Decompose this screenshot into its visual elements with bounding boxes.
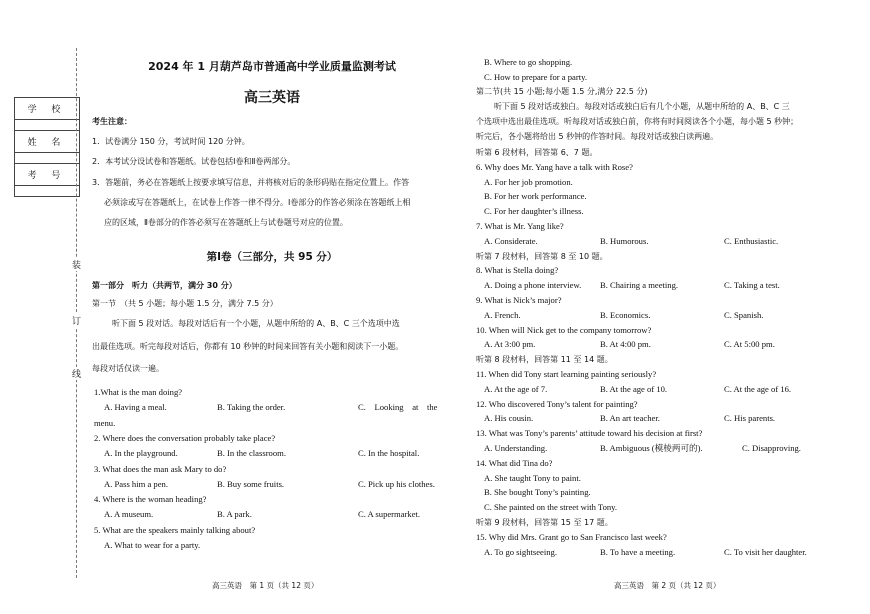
question-stem: 6. Why does Mr. Yang have a talk with Rose? (476, 161, 633, 172)
name-label: 姓 名 (15, 131, 79, 153)
option: A. Having a meal. (104, 402, 167, 413)
instruction-line: 每段对话仅读一遍。 (92, 364, 164, 373)
question-stem: 8. What is Stella doing? (476, 265, 559, 276)
option: C. Disapproving. (742, 443, 801, 453)
notes-item: 3．答题前，务必在答题纸上按要求填写信息，并将核对后的条形码贴在指定位置上。作答 (92, 178, 410, 187)
question-stem: 11. When did Tony start learning painting seriously? (476, 369, 657, 379)
name-blank (15, 153, 79, 164)
option: C. At the age of 16. (724, 383, 792, 394)
instruction-line: 出最佳选项。听完每段对话后，你都有 10 秒钟的时间来回答有关小题和阅读下一小题。 (92, 342, 404, 351)
exam-title: 2024 年 1 月葫芦岛市普通高中学业质量监测考试 (148, 60, 396, 73)
option: A. At the age of 7. (484, 383, 548, 394)
question-stem: 15. Why did Mrs. Grant go to San Francisco last week? (476, 531, 667, 542)
question-stem: 4. Where is the woman heading? (94, 494, 207, 505)
option: B. An art teacher. (600, 413, 660, 424)
option: C. How to prepare for a party. (484, 72, 588, 82)
option: A. For her job promotion. (484, 176, 573, 187)
question-stem: 3. What does the man ask Mary to do? (94, 463, 227, 474)
option: A. She taught Tony to paint. (484, 472, 581, 483)
school-label: 学 校 (15, 98, 79, 120)
section1-title: 第一节 （共 5 小题；每小题 1.5 分，满分 7.5 分） (92, 299, 278, 308)
fold-mark-xian: 线 (72, 367, 81, 380)
option: B. Chairing a meeting. (600, 280, 679, 291)
option: A. In the playground. (104, 448, 178, 459)
listening-prompt: 听第 8 段材料，回答第 11 至 14 题。 (476, 355, 613, 365)
option: C. Taking a test. (724, 280, 780, 291)
school-blank (15, 120, 79, 131)
option: A. What to wear for a party. (104, 540, 201, 550)
option: B. To have a meeting. (600, 546, 676, 557)
option: A. Doing a phone interview. (484, 280, 582, 291)
question-stem: 10. When will Nick get to the company tomorrow? (476, 324, 652, 335)
subject-title: 高三英语 (244, 90, 300, 106)
option: B. At the age of 10. (600, 383, 668, 394)
option-continuation: menu. (94, 417, 116, 428)
option: C. Pick up his clothes. (358, 478, 435, 489)
option: C. At 5:00 pm. (724, 339, 775, 350)
option: C. His parents. (724, 413, 776, 424)
instruction-line: 个选项中选出最佳选项。听每段对话或独白前，你将有时间阅读各个小题，每小题 5 秒钟； (476, 117, 799, 126)
option: A. At 3:00 pm. (484, 339, 536, 350)
option: C. Spanish. (724, 309, 764, 320)
option: C. To visit her daughter. (724, 546, 807, 557)
exam-number-blank (15, 186, 79, 196)
binding-line (76, 48, 77, 578)
option: B. Buy some fruits. (217, 478, 285, 489)
section2-title: 第二节(共 15 小题;每小题 1.5 分,满分 22.5 分) (476, 87, 648, 96)
option: A. A museum. (104, 509, 154, 520)
notes-item: 1．试卷满分 150 分，考试时间 120 分钟。 (92, 137, 250, 146)
question-stem: 2. Where does the conversation probably take place? (94, 432, 276, 443)
question-stem: 12. Who discovered Tony’s talent for painting? (476, 398, 638, 409)
option: B. In the classroom. (217, 448, 286, 459)
listening-prompt: 听第 7 段材料，回答第 8 至 10 题。 (476, 251, 608, 261)
question-stem: 14. What did Tina do? (476, 457, 553, 468)
notes-item: 2．本考试分设试卷和答题纸。试卷包括Ⅰ卷和Ⅱ卷两部分。 (92, 157, 296, 166)
student-info-box (14, 97, 80, 197)
volume-title: 第Ⅰ卷（三部分，共 95 分） (206, 251, 338, 263)
option: B. She bought Tony’s painting. (484, 487, 591, 498)
instruction-line: 听完后，各小题将给出 5 秒钟的作答时间。每段对话或独白读两遍。 (476, 132, 719, 141)
option: A. His cousin. (484, 413, 534, 424)
option: A. Pass him a pen. (104, 478, 168, 489)
option: B. For her work performance. (484, 191, 587, 202)
notes-heading: 考生注意： (92, 117, 132, 126)
instruction-line: 听下面 5 段对话或独白。每段对话或独白后有几个小题，从题中所给的 A、B、C 三 (494, 102, 790, 111)
option: B. Humorous. (600, 235, 649, 246)
option: C. Looking at the (358, 402, 438, 413)
option: C. She painted on the street with Tony. (484, 502, 618, 513)
notes-item: 应的区域，Ⅱ卷部分的作答必须写在答题纸上与试卷题号对应的位置。 (104, 218, 348, 227)
question-stem: 1.What is the man doing? (94, 387, 183, 397)
page-footer-right: 高三英语 第 2 页（共 12 页） (614, 581, 721, 590)
listening-prompt: 听第 6 段材料，回答第 6、7 题。 (476, 148, 598, 157)
option: B. Taking the order. (217, 402, 286, 413)
option: C. Enthusiastic. (724, 235, 779, 246)
question-stem: 9. What is Nick’s major? (476, 295, 562, 305)
question-stem: 13. What was Tony’s parents’ attitude toward his decision at first? (476, 428, 703, 439)
option: B. Economics. (600, 309, 651, 320)
option: C. For her daughter’s illness. (484, 206, 584, 217)
listening-prompt: 听第 9 段材料，回答第 15 至 17 题。 (476, 518, 613, 527)
fold-mark-ding: 订 (72, 314, 81, 327)
option: B. Ambiguous (模棱两可的). (600, 443, 703, 453)
option: B. Where to go shopping. (484, 57, 573, 67)
option: C. A supermarket. (358, 509, 421, 520)
option: A. French. (484, 309, 521, 320)
option: A. To go sightseeing. (484, 546, 558, 557)
option: A. Understanding. (484, 443, 548, 453)
page-footer-left: 高三英语 第 1 页（共 12 页） (212, 581, 319, 590)
question-stem: 5. What are the speakers mainly talking about? (94, 524, 256, 535)
fold-mark-zhuang: 装 (72, 258, 81, 271)
part1-title: 第一部分 听力（共两节，满分 30 分） (92, 281, 237, 290)
option: B. At 4:00 pm. (600, 339, 651, 350)
option: B. A park. (217, 509, 252, 520)
option: C. In the hospital. (358, 448, 420, 459)
exam-number-label: 考 号 (15, 164, 79, 186)
instruction-line: 听下面 5 段对话。每段对话后有一个小题，从题中所给的 A、B、C 三个选项中选 (112, 319, 400, 328)
question-stem: 7. What is Mr. Yang like? (476, 221, 564, 231)
option: A. Considerate. (484, 235, 538, 246)
notes-item: 必须涂或写在答题纸上，在试卷上作答一律不得分。Ⅰ卷部分的作答必须涂在答题纸上相 (104, 198, 411, 207)
